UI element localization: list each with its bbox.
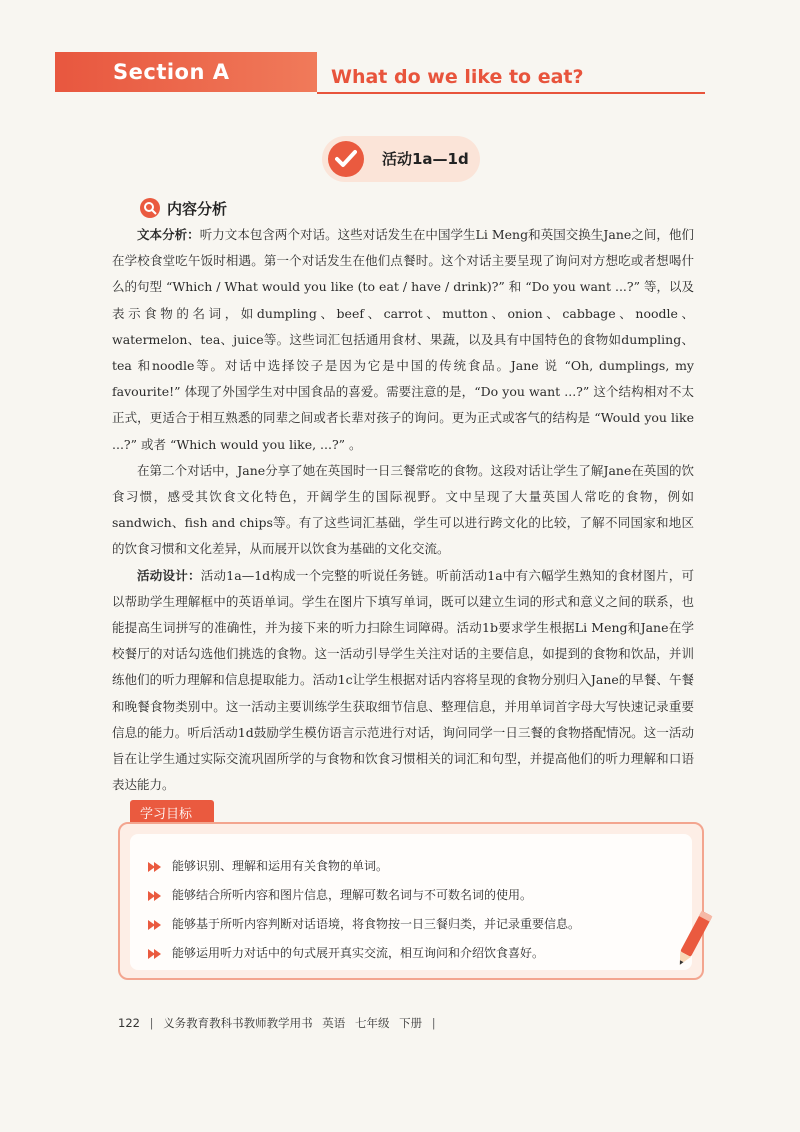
section-tab — [55, 52, 317, 92]
learning-goals-frame — [118, 822, 704, 980]
unit-title: What do we like to eat? — [331, 66, 584, 88]
arrow-bullet-icon — [148, 949, 162, 959]
arrow-bullet-icon — [148, 862, 162, 872]
content-body — [112, 222, 694, 798]
page-footer — [118, 1015, 442, 1031]
activity-label: 活动1a—1d — [382, 150, 469, 168]
learning-goals-title: 学习目标 — [140, 807, 193, 822]
pencil-icon — [670, 908, 716, 972]
learning-goals-box — [118, 800, 704, 985]
goal-text: 能够运用听力对话中的句式展开真实交流，相互询问和介绍饮食喜好。 — [172, 946, 545, 960]
footer-separator: | — [431, 1016, 436, 1030]
header-divider — [317, 92, 705, 94]
goal-text: 能够基于所听内容判断对话语境，将食物按一日三餐归类，并记录重要信息。 — [172, 917, 581, 931]
second-dialogue-paragraph: 在第二个对话中，Jane分享了她在英国时一日三餐常吃的食物。这段对话让学生了解Jane在英国的饮食习惯，感受其饮食文化特色，开阔学生的国际视野。文中呈现了大量英国人常吃的食物，例如sandwich、fish and chips等。有了这些词汇基础，学生可以进行跨文化的比较，了解不同国家和地区的饮食习惯和文化差异，从而展开以饮食为基础的文化交流。 — [112, 462, 694, 557]
activity-design-label: 活动设计： — [137, 567, 201, 583]
activity-badge — [322, 136, 480, 182]
volume: 下册 — [399, 1016, 423, 1030]
text-analysis-label: 文本分析： — [137, 227, 200, 242]
section-header — [55, 52, 705, 98]
learning-goals-notepad — [130, 834, 692, 970]
goal-text: 能够结合所听内容和图片信息，理解可数名词与不可数名词的使用。 — [172, 888, 533, 902]
book-title: 义务教育教科书教师教学用书 — [163, 1016, 313, 1030]
magnifier-icon — [140, 198, 160, 218]
section-label: Section A — [113, 60, 230, 84]
heading-text: 内容分析 — [167, 200, 228, 218]
footer-separator: | — [149, 1016, 154, 1030]
subject: 英语 — [322, 1016, 346, 1030]
page-number: 122 — [118, 1016, 140, 1030]
grade: 七年级 — [354, 1016, 390, 1030]
goal-text: 能够识别、理解和运用有关食物的单词。 — [172, 859, 389, 873]
checkmark-icon — [328, 141, 364, 177]
arrow-bullet-icon — [148, 891, 162, 901]
text-analysis-paragraph — [112, 222, 694, 458]
learning-goals-tab — [130, 800, 214, 824]
arrow-bullet-icon — [148, 920, 162, 930]
activity-design-paragraph — [112, 563, 694, 799]
activity-design-body: 活动1a—1d构成一个完整的听说任务链。听前活动1a中有六幅学生熟知的食材图片，可以帮助学生理解框中的英语单词。学生在图片下填写单词，既可以建立生词的形式和意义之间的联系，也能提高生词拼写的准确性，并为接下来的听力扫除生词障碍。活动1b要求学生根据Li Meng和Jane在学校餐厅的对话勾选他们挑选的食物。这一活动引导学生关注对话的主要信息，如提到的食物和饮品，并训练他们的听力理解和信息提取能力。活动1c让学生根据对话内容将呈现的食物分别归入Jane的早餐、午餐和晚餐食物类别中。这一活动主要训练学生获取细节信息、整理信息，并用单词首字母大写快速记录重要信息的能力。听后活动1d鼓励学生模仿语言示范进行对话，询问同学一日三餐的食物搭配情况。这一活动旨在让学生通过实际交流巩固所学的与食物和饮食习惯相关的词汇和句型，并提高他们的听力理解和口语表达能力。 — [112, 567, 694, 793]
text-analysis-body: 听力文本包含两个对话。这些对话发生在中国学生Li Meng和英国交换生Jane之间，他们在学校食堂吃午饭时相遇。第一个对话发生在他们点餐时。这个对话主要呈现了询问对方想吃或者想喝什么的句型 “Which / What would you like (to eat / have / drink)?” 和 “Do you want ...?” 等，以及表示食物的名词，如dumpling、beef、carrot、mutton、onion、cabbage、noodle、watermelon、tea、juice等。这些词汇包括通用食材、果蔬，以及具有中国特色的食物如dumpling、tea 和noodle等。对话中选择饺子是因为它是中国的传统食品。Jane 说 “Oh, dumplings, my favourite!” 体现了外国学生对中国食品的喜爱。需要注意的是，“Do you want ...?” 这个结构相对不太正式，更适合于相互熟悉的同辈之间或者长辈对孩子的询问。更为正式或客气的结构是 “Would you like ...?” 或者 “Which would you like, ...?” 。 — [112, 227, 694, 452]
